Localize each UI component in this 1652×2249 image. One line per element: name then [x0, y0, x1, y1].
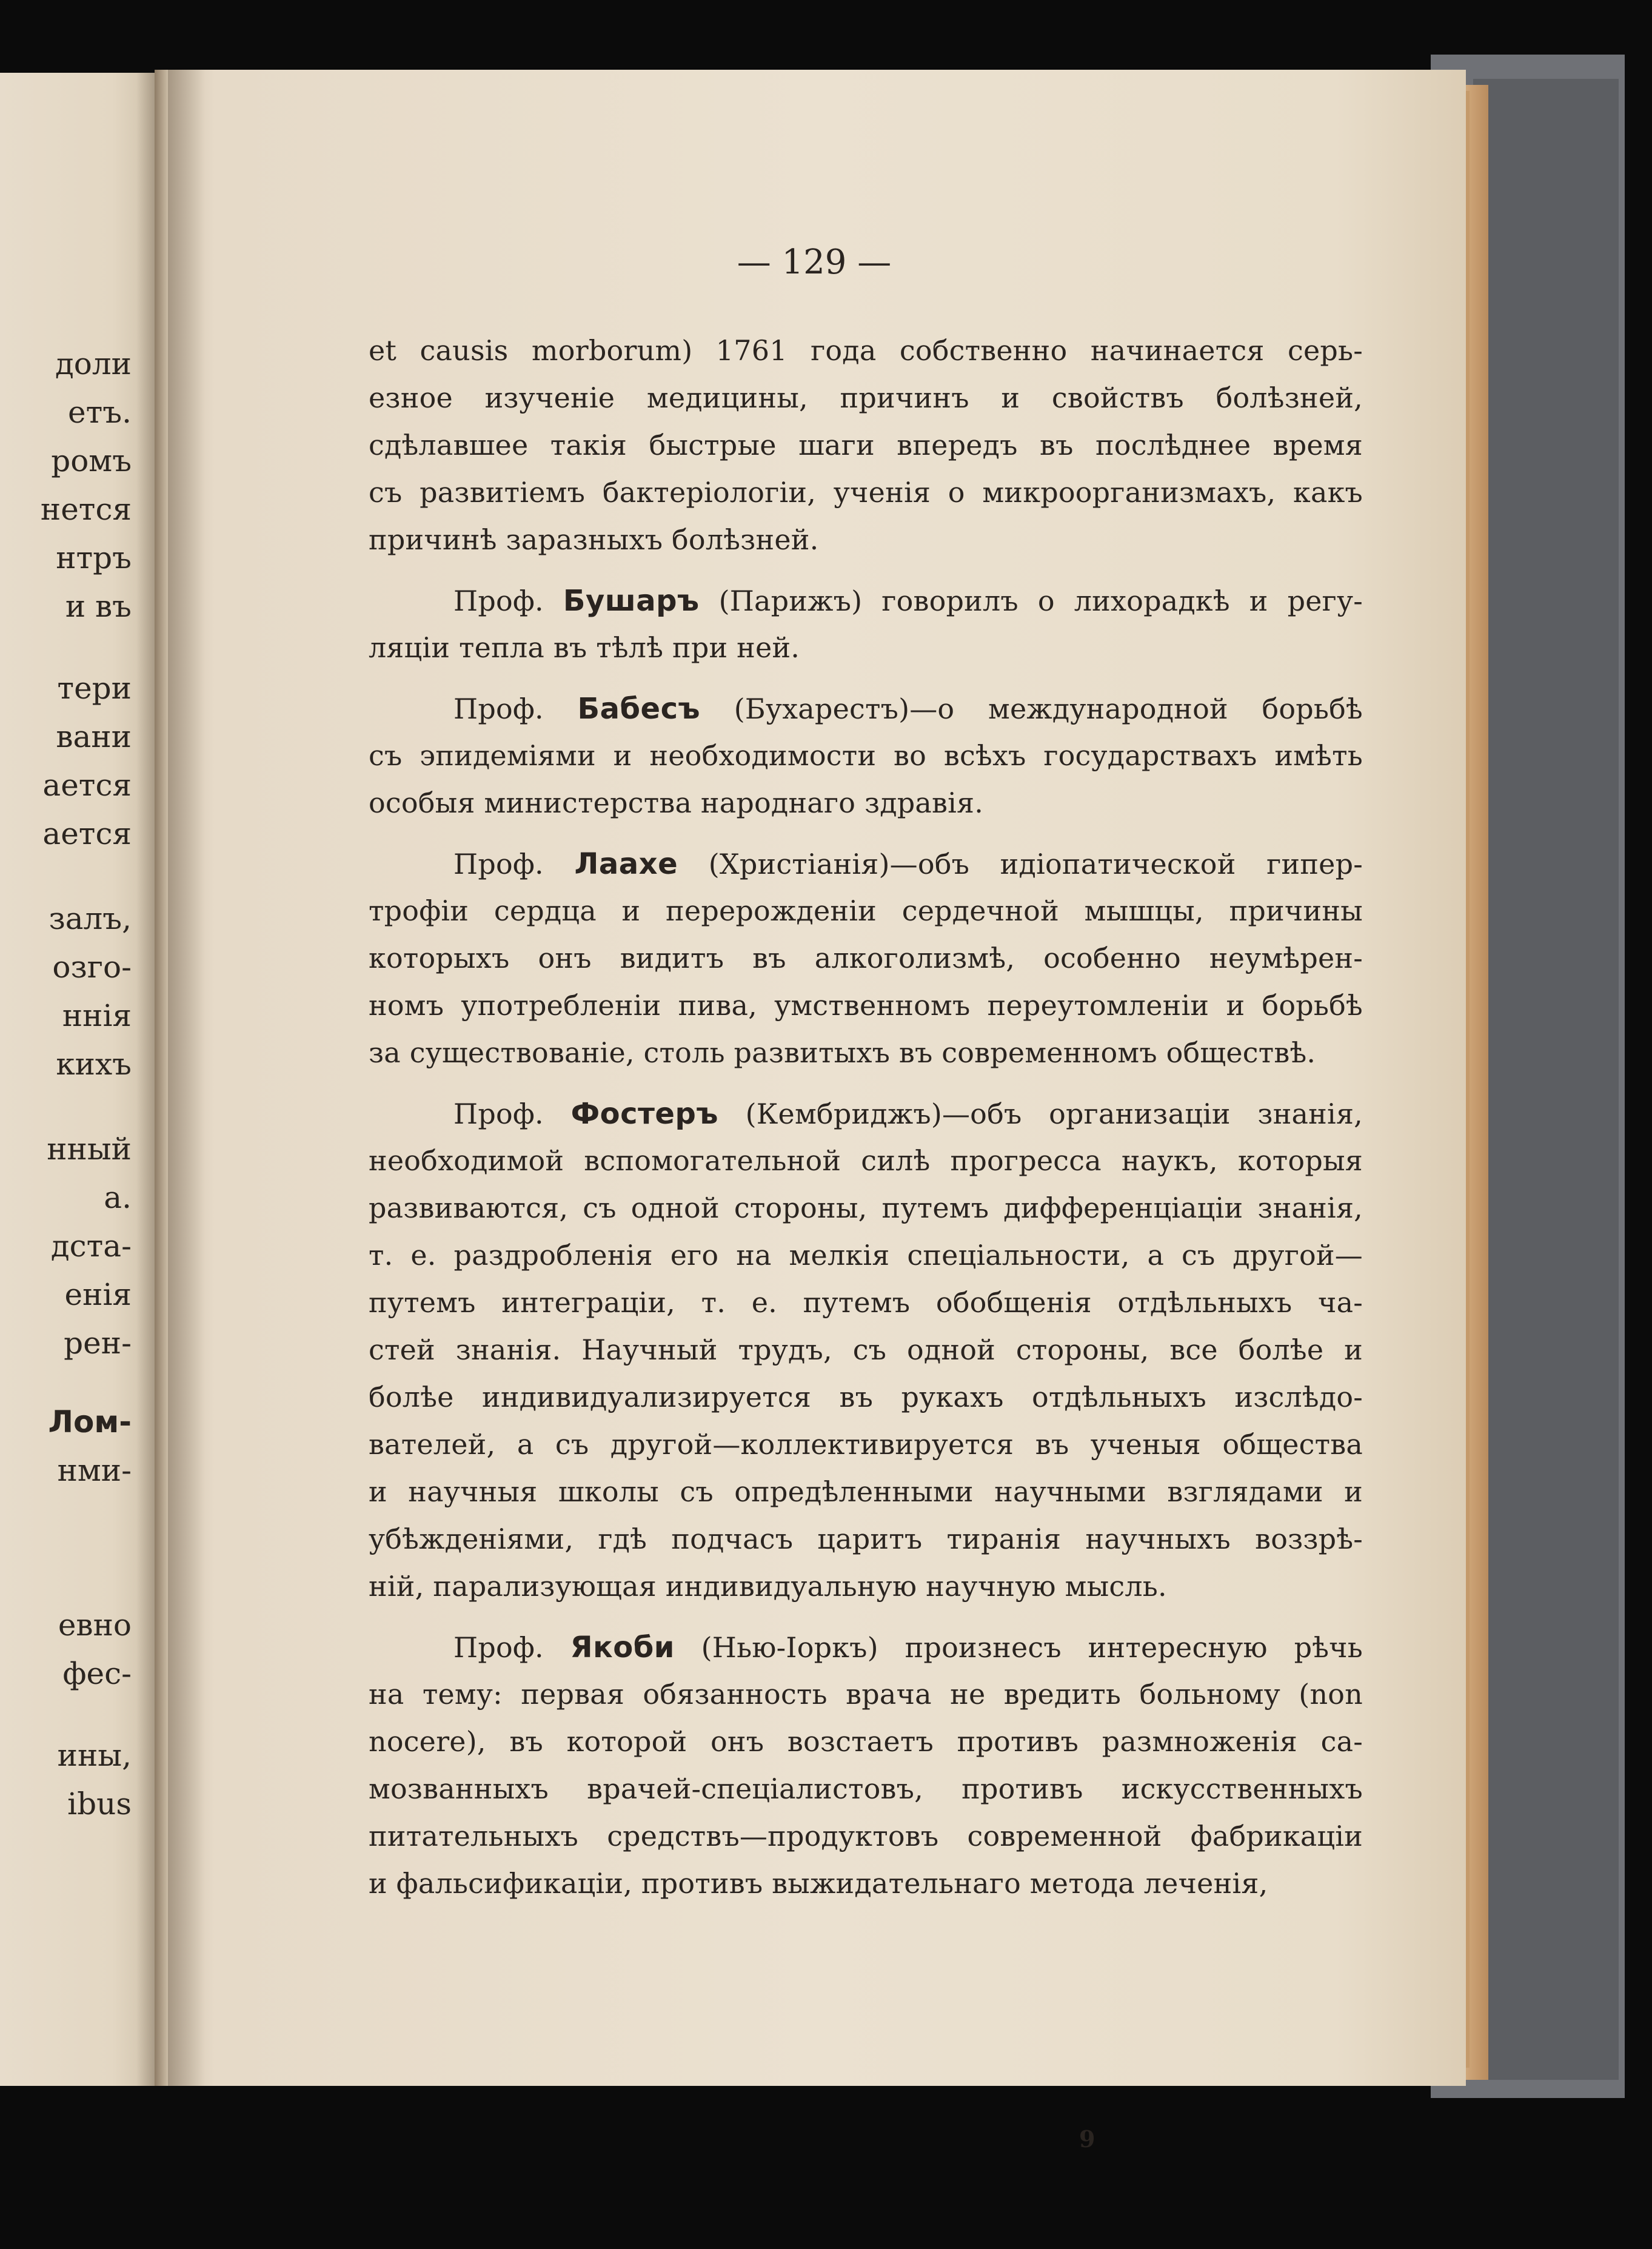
text-line	[369, 1678, 1363, 1711]
left-page-line: нми-	[57, 1453, 132, 1488]
line-text: стей знанія. Научный трудъ, съ одной стороны, все болѣе и	[369, 1333, 1363, 1366]
line-text: которыхъ онъ видитъ въ алкоголизмѣ, особенно неумѣрен-	[369, 942, 1363, 974]
left-page-line: ibus	[67, 1786, 132, 1822]
left-page-line: ннія	[62, 998, 132, 1033]
cover-board-shadow	[1473, 79, 1619, 2080]
text-line	[369, 1036, 1363, 1069]
left-page-line: енія	[64, 1277, 132, 1312]
professor-name: Якоби	[570, 1631, 675, 1664]
left-facing-page	[0, 73, 161, 2086]
prof-prefix: Проф.	[453, 848, 544, 880]
line-text: и фальсификаціи, противъ выжидательнаго метода леченія,	[369, 1867, 1268, 1900]
signature-mark: 9	[1079, 2125, 1095, 2153]
prof-prefix: Проф.	[453, 692, 544, 725]
text-line	[369, 1239, 1363, 1272]
left-page-line: нтръ	[56, 540, 132, 575]
line-text: ній, парализующая индивидуальную научную мысль.	[369, 1570, 1167, 1603]
text-line	[369, 1525, 1363, 1553]
line-text: (Кембриджъ)—объ организаціи знанія,	[745, 1098, 1363, 1130]
left-page-line: ается	[42, 768, 132, 803]
line-text: болѣе индивидуализируется въ рукахъ отдѣльныхъ изслѣдо-	[369, 1381, 1363, 1413]
text-line	[369, 334, 1363, 367]
line-text: (Нью-Іоркъ) произнесъ интересную рѣчь	[701, 1631, 1363, 1664]
left-page-line: дста-	[50, 1228, 132, 1264]
text-line	[453, 584, 1363, 618]
text-line	[369, 381, 1363, 414]
text-line	[369, 1286, 1363, 1319]
text-line	[369, 1428, 1363, 1461]
text-line	[369, 1475, 1363, 1508]
left-page-line: нется	[40, 492, 132, 527]
line-text: съ эпидеміями и необходимости во всѣхъ государствахъ имѣть	[369, 739, 1363, 772]
prof-prefix: Проф.	[453, 1098, 544, 1130]
text-line	[369, 523, 1363, 556]
page-edge-line	[1466, 91, 1470, 2068]
prof-prefix: Проф.	[453, 585, 544, 617]
professor-name: Бушаръ	[563, 584, 700, 618]
text-line	[369, 944, 1363, 972]
line-text: вателей, а съ другой—коллективируется въ ученыя общества	[369, 1428, 1363, 1461]
text-line	[453, 1097, 1363, 1131]
text-line	[369, 1822, 1363, 1850]
left-page-line: залъ,	[48, 901, 132, 936]
page-number: — 129 —	[737, 243, 892, 282]
line-text: питательныхъ средствъ—продуктовъ современной фабрикаціи	[369, 1820, 1363, 1852]
line-text: (Бухарестъ)—о международной борьбѣ	[734, 692, 1363, 725]
book-spine	[155, 70, 168, 2086]
text-line	[453, 1633, 1363, 1662]
text-line	[369, 631, 1363, 664]
line-text: (Парижъ) говорилъ о лихорадкѣ и регу-	[718, 585, 1363, 617]
left-page-line: Лом-	[48, 1404, 132, 1440]
left-page-line: фес-	[62, 1656, 132, 1691]
line-text: nocere), въ которой онъ возстаетъ противъ размноженія са-	[369, 1725, 1363, 1758]
left-page-line: тери	[57, 671, 132, 706]
line-text: развиваются, съ одной стороны, путемъ дифференціаціи знанія,	[369, 1192, 1363, 1224]
text-line	[369, 1383, 1363, 1411]
right-page	[162, 70, 1466, 2086]
left-page-line: и въ	[65, 589, 132, 624]
left-page-line: евно	[58, 1607, 132, 1643]
text-line	[369, 1772, 1363, 1805]
text-line	[369, 1570, 1363, 1603]
text-line	[369, 431, 1363, 459]
left-page-line: нный	[47, 1131, 132, 1167]
left-page-line: етъ.	[68, 395, 132, 430]
text-line	[369, 1725, 1363, 1758]
line-text: т. е. раздробленія его на мелкія спеціальности, а съ другой—	[369, 1239, 1363, 1272]
left-page-line: рен-	[64, 1326, 132, 1361]
line-text: особыя министерства народнаго здравія.	[369, 786, 984, 819]
left-page-line: ромъ	[51, 443, 132, 478]
line-text: необходимой вспомогательной силѣ прогресса наукъ, которыя	[369, 1144, 1363, 1177]
line-text: сдѣлавшее такія быстрые шаги впередъ въ послѣднее время	[369, 429, 1363, 461]
line-text: et causis morborum) 1761 года собственно начинается серь-	[369, 334, 1363, 367]
text-line	[369, 1194, 1363, 1222]
text-line	[369, 786, 1363, 819]
text-line	[369, 1333, 1363, 1366]
left-page-line: ины,	[57, 1738, 132, 1773]
text-line	[369, 476, 1363, 509]
text-line	[369, 894, 1363, 927]
line-text: (Христіанія)—объ идіопатической гипер-	[708, 848, 1363, 880]
left-page-line: вани	[56, 719, 132, 754]
professor-name: Лаахе	[574, 847, 678, 881]
left-page-line: доли	[55, 346, 132, 381]
text-line	[369, 1867, 1363, 1900]
left-page-line: а.	[104, 1180, 132, 1215]
professor-name: Бабесъ	[577, 692, 701, 726]
line-text: путемъ интеграціи, т. е. путемъ обобщенія отдѣльныхъ ча-	[369, 1286, 1363, 1319]
line-text: номъ употребленіи пива, умственномъ переутомленіи и борьбѣ	[369, 989, 1363, 1022]
text-line	[369, 989, 1363, 1022]
line-text: и научныя школы съ опредѣленными научными взглядами и	[369, 1475, 1363, 1508]
text-line	[453, 847, 1363, 881]
left-page-line: ается	[42, 816, 132, 851]
professor-name: Фостеръ	[570, 1097, 718, 1131]
line-text: трофіи сердца и перерожденіи сердечной мышцы, причины	[369, 894, 1363, 927]
line-text: езное изученіе медицины, причинъ и свойствъ болѣзней,	[369, 381, 1363, 414]
line-text: на тему: первая обязанность врача не вредить больному (non	[369, 1678, 1363, 1711]
line-text: ляціи тепла въ тѣлѣ при ней.	[369, 631, 800, 664]
text-line	[369, 739, 1363, 772]
line-text: мозванныхъ врачей-спеціалистовъ, противъ искусственныхъ	[369, 1772, 1363, 1805]
right-page-gutter-shade	[162, 70, 205, 2086]
left-page-line: озго-	[52, 950, 132, 985]
line-text: убѣжденіями, гдѣ подчасъ царитъ тиранія научныхъ воззрѣ-	[369, 1523, 1363, 1555]
line-text: за существованіе, столь развитыхъ въ современномъ обществѣ.	[369, 1036, 1316, 1069]
text-line	[453, 692, 1363, 726]
line-text: причинѣ заразныхъ болѣзней.	[369, 523, 819, 556]
line-text: съ развитіемъ бактеріологіи, ученія о микроорганизмахъ, какъ	[369, 476, 1363, 509]
prof-prefix: Проф.	[453, 1631, 544, 1664]
text-line	[369, 1144, 1363, 1177]
left-page-line: кихъ	[56, 1047, 132, 1082]
